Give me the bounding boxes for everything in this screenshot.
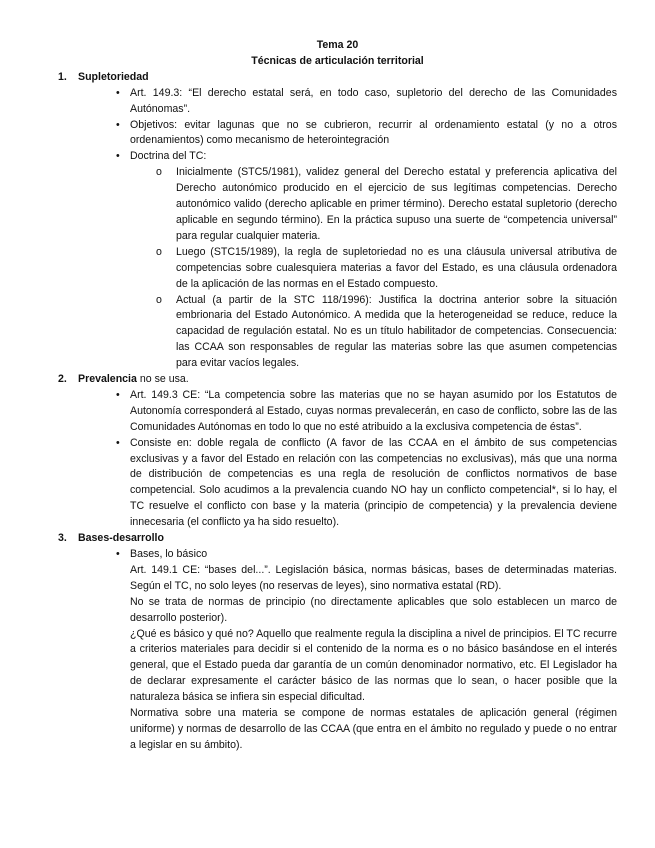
- section-heading-suffix: no se usa.: [136, 373, 189, 386]
- sub-bullet-text: Luego (STC15/1989), la regla de supletoriedad no es una cláusula universal atributiva de competencias sobre cualesquiera materias a favor del Estado, es una cláusula ordenadora de la aplicación de las normas en el Estado compuesto.: [176, 245, 617, 290]
- section-heading: [78, 531, 617, 547]
- bullet-icon: •: [116, 150, 120, 163]
- bullet-text: Objetivos: evitar lagunas que no se cubrieron, recurrir al ordenamiento estatal (y no a otros ordenamientos) como mecanismo de heterointegración: [130, 118, 617, 147]
- doc-title-line2: Técnicas de articulación territorial: [251, 54, 424, 67]
- bullet-text: Art. 149.3 CE: “La competencia sobre las materias que no se hayan asumido por los Estatutos de Autonomía corresponderá al Estado, cuyas normas prevalecerán, en caso de conflicto, sobre las de las Comunidades Autónomas en todo lo que no esté atribuido a la exclusiva competencia de éstas”.: [130, 388, 617, 433]
- circle-bullet-icon: o: [156, 245, 162, 258]
- sub-bullet-item: [156, 165, 617, 245]
- paragraph: No se trata de normas de principio (no directamente aplicables que solo establecen un marco de desarrollo posterior).: [130, 595, 617, 624]
- bullet-text: Consiste en: doble regala de conflicto (A favor de las CCAA en el ámbito de sus competencias exclusivas y a favor del Estado en relación con las competencias no exclusivas), más que una norma de distribución de competencias es una regla de resolución de conflictos normativos de base competencial. Solo acudimos a la prevalencia cuando NO hay un conflicto competencial*, si lo hay, el TC resuelve el conflicto con base y la materia (principio de competencia) y la prevalencia deviene innecesaria (el conflicto ya ha sido resuelto).: [130, 436, 617, 529]
- bullet-item: [116, 86, 617, 118]
- bullet-list: [78, 86, 617, 372]
- bullet-text: Doctrina del TC:: [130, 150, 207, 163]
- bullet-icon: •: [116, 436, 120, 449]
- sub-bullet-text: Inicialmente (STC5/1981), validez general del Derecho estatal y preferencia aplicativa del Derecho autonómico producido en el ejercicio de sus legítimas competencias. Derecho autonómico valido (derecho aplicable en primer término). Derecho estatal supletorio (derecho aplicable en segundo término). En la práctica supuso una suerte de “competencia universal” para regular cualquier materia.: [176, 166, 617, 242]
- section-heading-bold: Supletoriedad: [78, 70, 149, 83]
- section-supletoriedad: [58, 70, 617, 372]
- paragraph: ¿Qué es básico y qué no? Aquello que realmente regula la disciplina a nivel de principios. El TC recurre a criterios materiales para decidir si el contenido de la norma es o no básico basándose en el interés general, que el Estado pueda dar garantía de un común denominador normativo, etc. El Legislador ha de declarar expresamente el carácter básico de las normas que lo sean, o hacer posible que la naturaleza básica se infiera sin especial dificultad.: [130, 627, 617, 704]
- bullet-item: [116, 149, 617, 372]
- sub-bullet-item: [156, 293, 617, 373]
- bullet-icon: •: [116, 388, 120, 401]
- sub-bullet-item: [156, 245, 617, 293]
- bullet-icon: •: [116, 548, 120, 560]
- bullet-item: [116, 547, 617, 754]
- section-number: 2.: [58, 373, 67, 386]
- section-bases-desarrollo: [58, 531, 617, 754]
- paragraph: Normativa sobre una materia se compone de normas estatales de aplicación general (régimen uniforme) y normas de desarrollo de las CCAA (que entra en el ámbito no regulado y puede o no entrar a legislar en su ámbito).: [130, 707, 617, 751]
- section-heading-bold: Bases-desarrollo: [78, 532, 164, 545]
- bullet-item: [116, 436, 617, 531]
- bullet-icon: •: [116, 118, 120, 131]
- doc-title-line1: Tema 20: [316, 39, 359, 51]
- section-heading: [78, 70, 617, 86]
- sub-bullet-text: Actual (a partir de la STC 118/1996): Justifica la doctrina anterior sobre la situación embrionaria del Estado Autonómico. A medida que la heterogeneidad se reduce, reduce la capacidad de regulación estatal. No es un título habilitador de competencias. Consecuencia: las CCAA son responsables de regular las materias sobre las que asumen competencias para evitar vacíos legales.: [176, 293, 617, 370]
- sub-bullet-list: [130, 165, 617, 372]
- paragraph: Art. 149.1 CE: “bases del...”. Legislación básica, normas básicas, bases de determinadas materias. Según el TC, no solo leyes (no reservas de leyes), sino normativa estatal (RD).: [130, 563, 617, 592]
- section-prevalencia: [58, 372, 617, 531]
- section-heading-bold: Prevalencia: [78, 373, 137, 386]
- section-list: [58, 70, 617, 754]
- section-number: 1.: [58, 70, 67, 83]
- bullet-text: Art. 149.3: “El derecho estatal será, en todo caso, supletorio del derecho de las Comunidades Autónomas”.: [130, 86, 617, 115]
- bullet-item: [116, 118, 617, 150]
- bullet-text: Bases, lo básico: [130, 548, 208, 560]
- circle-bullet-icon: o: [156, 293, 162, 306]
- section-number: 3.: [58, 532, 67, 545]
- bullet-icon: •: [116, 86, 120, 99]
- section-heading: [78, 372, 617, 388]
- bullet-list: [78, 388, 617, 531]
- bullet-list: [78, 547, 617, 754]
- circle-bullet-icon: o: [156, 166, 162, 179]
- bullet-item: [116, 388, 617, 436]
